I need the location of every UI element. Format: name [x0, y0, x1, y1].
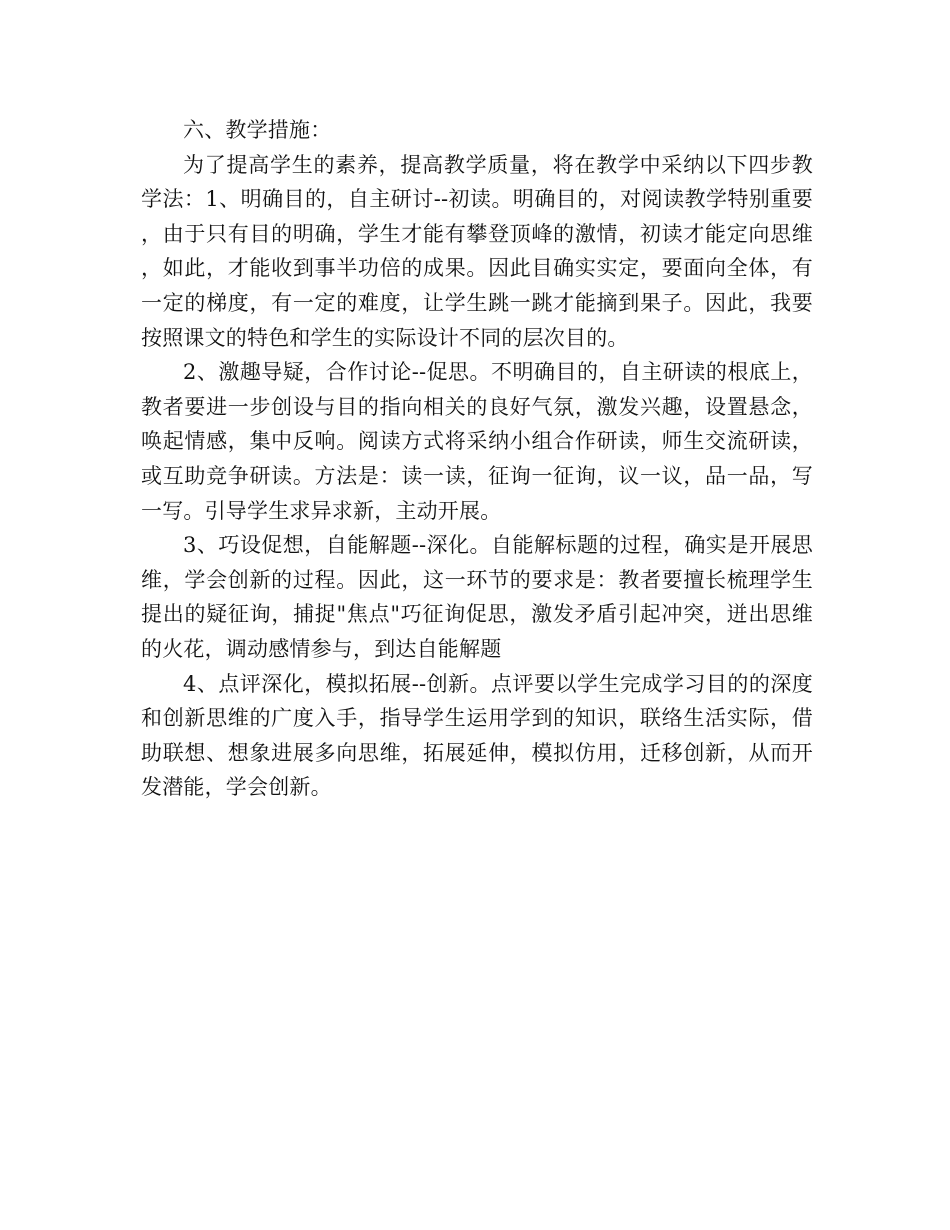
paragraph-step-2: 2、激趣导疑，合作讨论--促思。不明确目的，自主研读的根底上，教者要进一步创设与目的指向相关的良好气氛，激发兴趣，设置悬念，唤起情感，集中反响。阅读方式将采纳小组合作研读，师生交流研读，或互助竞争研读。方法是：读一读，征询一征询，议一议，品一品，写一写。引导学生求异求新，主动开展。 — [141, 360, 813, 523]
paragraph-intro-step-1: 为了提高学生的素养，提高教学质量，将在教学中采纳以下四步教学法：1、明确目的，自主研讨--初读。明确目的，对阅读教学特别重要，由于只有目的明确，学生才能有攀登顶峰的激情，初读才能定向思维，如此，才能收到事半功倍的成果。因此目确实实定，要面向全体，有一定的梯度，有一定的难度，让学生跳一跳才能摘到果子。因此，我要按照课文的特色和学生的实际设计不同的层次目的。 — [141, 152, 813, 350]
document-body — [141, 113, 813, 805]
paragraph-step-4: 4、点评深化，模拟拓展--创新。点评要以学生完成学习目的的深度和创新思维的广度入手，指导学生运用学到的知识，联络生活实际，借助联想、想象进展多向思维，拓展延伸，模拟仿用，迁移创新，从而开发潜能，学会创新。 — [141, 671, 813, 800]
section-heading: 六、教学措施： — [183, 118, 332, 142]
paragraph-step-3: 3、巧设促想，自能解题--深化。自能解标题的过程，确实是开展思维，学会创新的过程。因此，这一环节的要求是：教者要擅长梳理学生提出的疑征询，捕捉"焦点"巧征询促思，激发矛盾引起冲突，迸出思维的火花，调动感情参与，到达自能解题 — [141, 533, 813, 661]
